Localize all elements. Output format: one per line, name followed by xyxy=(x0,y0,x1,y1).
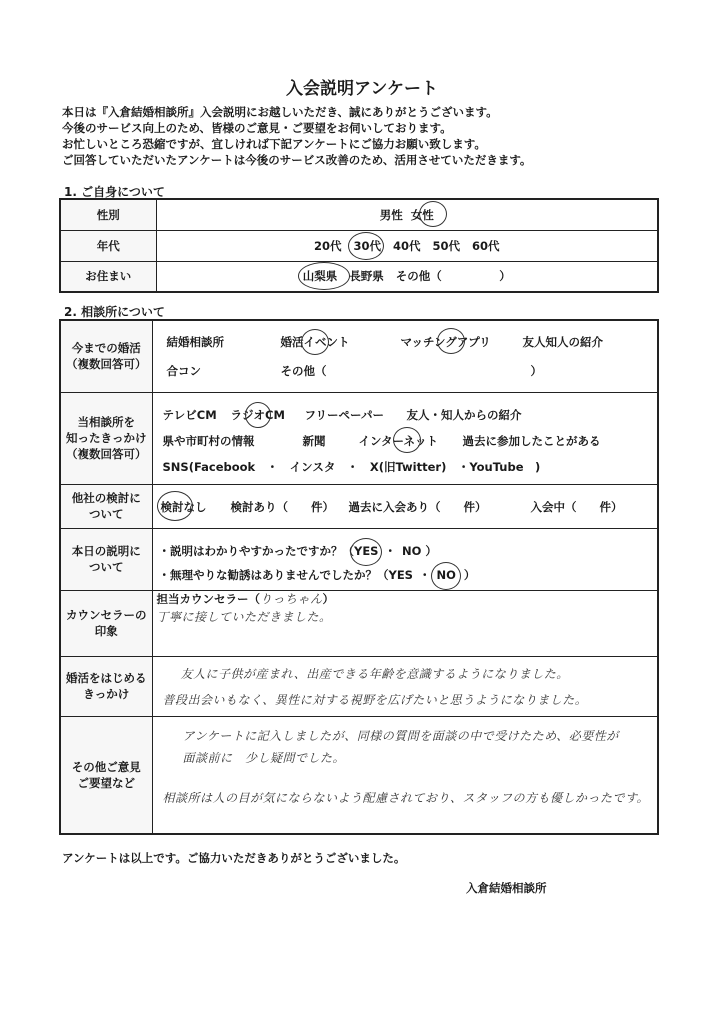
residence-nagano-option[interactable]: 長野県 xyxy=(349,269,384,284)
counselor-printed-label: 担当カウンセラー（ xyxy=(156,591,260,606)
q1-close: ） xyxy=(425,543,437,558)
motivation-line: 普段出会いもなく、異性に対する視野を広げたいと思うようになりました。 xyxy=(162,692,588,707)
q1-yes-option[interactable] xyxy=(354,544,378,558)
selected-circle-mark xyxy=(301,329,329,355)
gender-female-option[interactable] xyxy=(411,207,434,223)
selected-circle-mark xyxy=(245,402,271,428)
selected-circle-mark xyxy=(348,232,384,260)
age-30s-text: 30代 xyxy=(353,238,381,253)
comments-label-line: ご要望など xyxy=(77,775,135,790)
age-40s-option[interactable]: 40代 xyxy=(392,238,421,253)
section1-table xyxy=(59,198,659,293)
konkatsu-label-line: 今までの婚活 xyxy=(71,341,141,356)
trigger-radio-option[interactable] xyxy=(231,407,285,423)
motivation-label-line: きっかけ xyxy=(83,687,130,701)
trigger-sns-option[interactable]: SNS(Facebook ・ インスタ ・ X(旧Twitter) ・YouTube ) xyxy=(162,459,541,474)
konkatsu-event-option[interactable] xyxy=(281,334,350,350)
intro-line: ご回答していただいたアンケートは今後のサービス改善のため、活用させていただきます。 xyxy=(62,153,532,167)
counselor-label xyxy=(60,590,152,656)
trigger-past-option[interactable]: 過去に参加したことがある xyxy=(462,433,601,448)
counselor-name-field[interactable] xyxy=(157,590,335,607)
other-agency-options xyxy=(152,484,658,528)
konkatsu-app-option[interactable] xyxy=(401,334,491,350)
page-title: 入会説明アンケート xyxy=(286,79,438,99)
trigger-label-line: 当相談所を xyxy=(77,415,135,429)
q2-close: ） xyxy=(463,567,476,582)
comments-line: 相談所は人の目が気にならないよう配慮されており、スタッフの方も優しかったです。 xyxy=(162,790,650,805)
other-agency-label-line: 他社の検討に xyxy=(71,491,141,505)
motivation-line: 友人に子供が産まれ、出産できる年齢を意識するようになりました。 xyxy=(180,666,569,681)
selected-circle-mark xyxy=(157,491,193,521)
intro-line: お忙しいところ恐縮ですが、宜しければ下記アンケートにご協力お願い致します。 xyxy=(62,137,486,151)
motivation-label xyxy=(60,656,152,716)
selected-circle-mark xyxy=(393,427,421,453)
q1-separator: ・ xyxy=(384,543,396,558)
question-1-text: ・説明はわかりやすかったですか？（ xyxy=(158,543,354,558)
explanation-questions xyxy=(152,528,658,590)
selected-circle-mark xyxy=(298,262,350,290)
residence-other-option[interactable]: その他（ ） xyxy=(395,269,511,284)
other-agency-current-option[interactable]: 入会中（ 件） xyxy=(530,499,623,514)
residence-label: お住まい xyxy=(60,261,156,292)
section2-heading: 2. 相談所について xyxy=(64,305,165,319)
residence-yamanashi-option[interactable] xyxy=(303,268,338,284)
counselor-answer xyxy=(152,590,658,656)
gender-female-text: 女性 xyxy=(410,207,434,222)
konkatsu-options xyxy=(152,320,658,392)
gender-options xyxy=(156,199,658,230)
q2-yes-option[interactable]: YES xyxy=(388,567,413,582)
gender-label: 性別 xyxy=(60,199,156,230)
residence-options xyxy=(156,261,658,292)
trigger-newspaper-option[interactable]: 新聞 xyxy=(302,433,326,448)
selected-circle-mark xyxy=(431,562,461,590)
explanation-label-line: 本日の説明に xyxy=(71,544,141,558)
konkatsu-app-text: マッチングアプリ xyxy=(400,335,491,349)
trigger-tvcm-option[interactable]: テレビCM xyxy=(162,407,217,422)
trigger-internet-option[interactable] xyxy=(359,433,438,449)
trigger-friend-option[interactable]: 友人・知人からの紹介 xyxy=(406,407,522,422)
question-2-text: ・無理やりな勧誘はありませんでしたか？（ xyxy=(158,567,389,582)
comments-line: アンケートに記入しましたが、同様の質問を面談の中で受けたため、必要性が xyxy=(182,728,619,743)
explanation-label xyxy=(60,528,152,590)
konkatsu-gokon-option[interactable]: 合コン xyxy=(166,364,201,378)
trigger-label-line: 知ったきっかけ xyxy=(66,431,147,445)
konkatsu-other-close: ） xyxy=(530,364,542,378)
trigger-radio-text: ラジオCM xyxy=(230,407,285,422)
q1-no-option[interactable]: NO xyxy=(401,543,422,558)
company-name: 入倉結婚相談所 xyxy=(466,881,547,895)
other-agency-none-option[interactable] xyxy=(161,499,207,515)
selected-circle-mark xyxy=(350,538,382,566)
comments-line: 面談前に 少し疑問でした。 xyxy=(182,750,346,765)
trigger-label xyxy=(60,392,152,484)
section1-heading: 1. ご自身について xyxy=(64,185,165,199)
konkatsu-other-option[interactable]: その他（ xyxy=(280,364,327,378)
age-label: 年代 xyxy=(60,230,156,261)
comments-label xyxy=(60,716,152,834)
selected-circle-mark xyxy=(437,328,465,354)
other-agency-considered-option[interactable]: 検討あり（ 件） xyxy=(230,499,334,514)
comments-label-line: その他ご意見 xyxy=(71,759,141,774)
explanation-question-2 xyxy=(159,567,476,583)
intro-line: 今後のサービス向上のため、皆様のご意見・ご要望をお伺いしております。 xyxy=(62,121,452,135)
section2-table xyxy=(59,319,659,835)
trigger-options xyxy=(152,392,658,484)
konkatsu-label xyxy=(60,320,152,392)
explanation-label-line: ついて xyxy=(89,560,124,574)
counselor-printed-close: ） xyxy=(322,591,335,606)
q2-no-option[interactable] xyxy=(436,568,455,582)
konkatsu-friend-option[interactable]: 友人知人の紹介 xyxy=(522,335,603,349)
konkatsu-event-text: 婚活イベント xyxy=(280,335,350,349)
age-20s-option[interactable]: 20代 xyxy=(313,238,342,253)
footer-thanks: アンケートは以上です。ご協力いただきありがとうございました。 xyxy=(62,851,406,865)
age-60s-option[interactable]: 60代 xyxy=(472,238,500,253)
selected-circle-mark xyxy=(419,201,447,227)
q1-yes-text: YES xyxy=(354,543,379,558)
age-50s-option[interactable]: 50代 xyxy=(432,238,461,253)
q2-separator: ・ xyxy=(418,567,431,582)
trigger-label-line: （複数回答可） xyxy=(66,447,147,461)
counselor-label-line: カウンセラーの xyxy=(66,608,147,622)
motivation-answer[interactable] xyxy=(152,656,658,716)
other-agency-label xyxy=(60,484,152,528)
other-agency-none-text: 検討なし xyxy=(160,499,207,514)
explanation-question-1 xyxy=(159,543,437,559)
other-agency-label-line: ついて xyxy=(89,507,124,521)
konkatsu-label-line: （複数回答可） xyxy=(66,357,147,372)
comments-answer[interactable] xyxy=(152,716,658,834)
trigger-freepaper-option[interactable]: フリーペーパー xyxy=(304,407,384,422)
gender-male-option[interactable]: 男性 xyxy=(379,207,403,222)
q2-no-text: NO xyxy=(436,567,456,582)
intro-text xyxy=(62,104,682,168)
trigger-internet-text: インターネット xyxy=(358,433,438,448)
other-agency-past-option[interactable]: 過去に入会あり（ 件） xyxy=(348,499,487,514)
counselor-name-handwritten: りっちゃん xyxy=(260,591,323,606)
counselor-comment-handwritten[interactable]: 丁寧に接していただきました。 xyxy=(156,609,332,624)
age-options xyxy=(156,230,658,261)
konkatsu-agency-option[interactable]: 結婚相談所 xyxy=(166,335,224,349)
age-30s-option[interactable] xyxy=(353,238,381,254)
intro-line: 本日は『入倉結婚相談所』入会説明にお越しいただき、誠にありがとうございます。 xyxy=(62,105,498,119)
trigger-municipal-option[interactable]: 県や市町村の情報 xyxy=(162,433,255,448)
motivation-label-line: 婚活をはじめる xyxy=(66,671,147,685)
residence-yamanashi-text: 山梨県 xyxy=(302,269,338,284)
counselor-label-line: 印象 xyxy=(94,624,118,638)
